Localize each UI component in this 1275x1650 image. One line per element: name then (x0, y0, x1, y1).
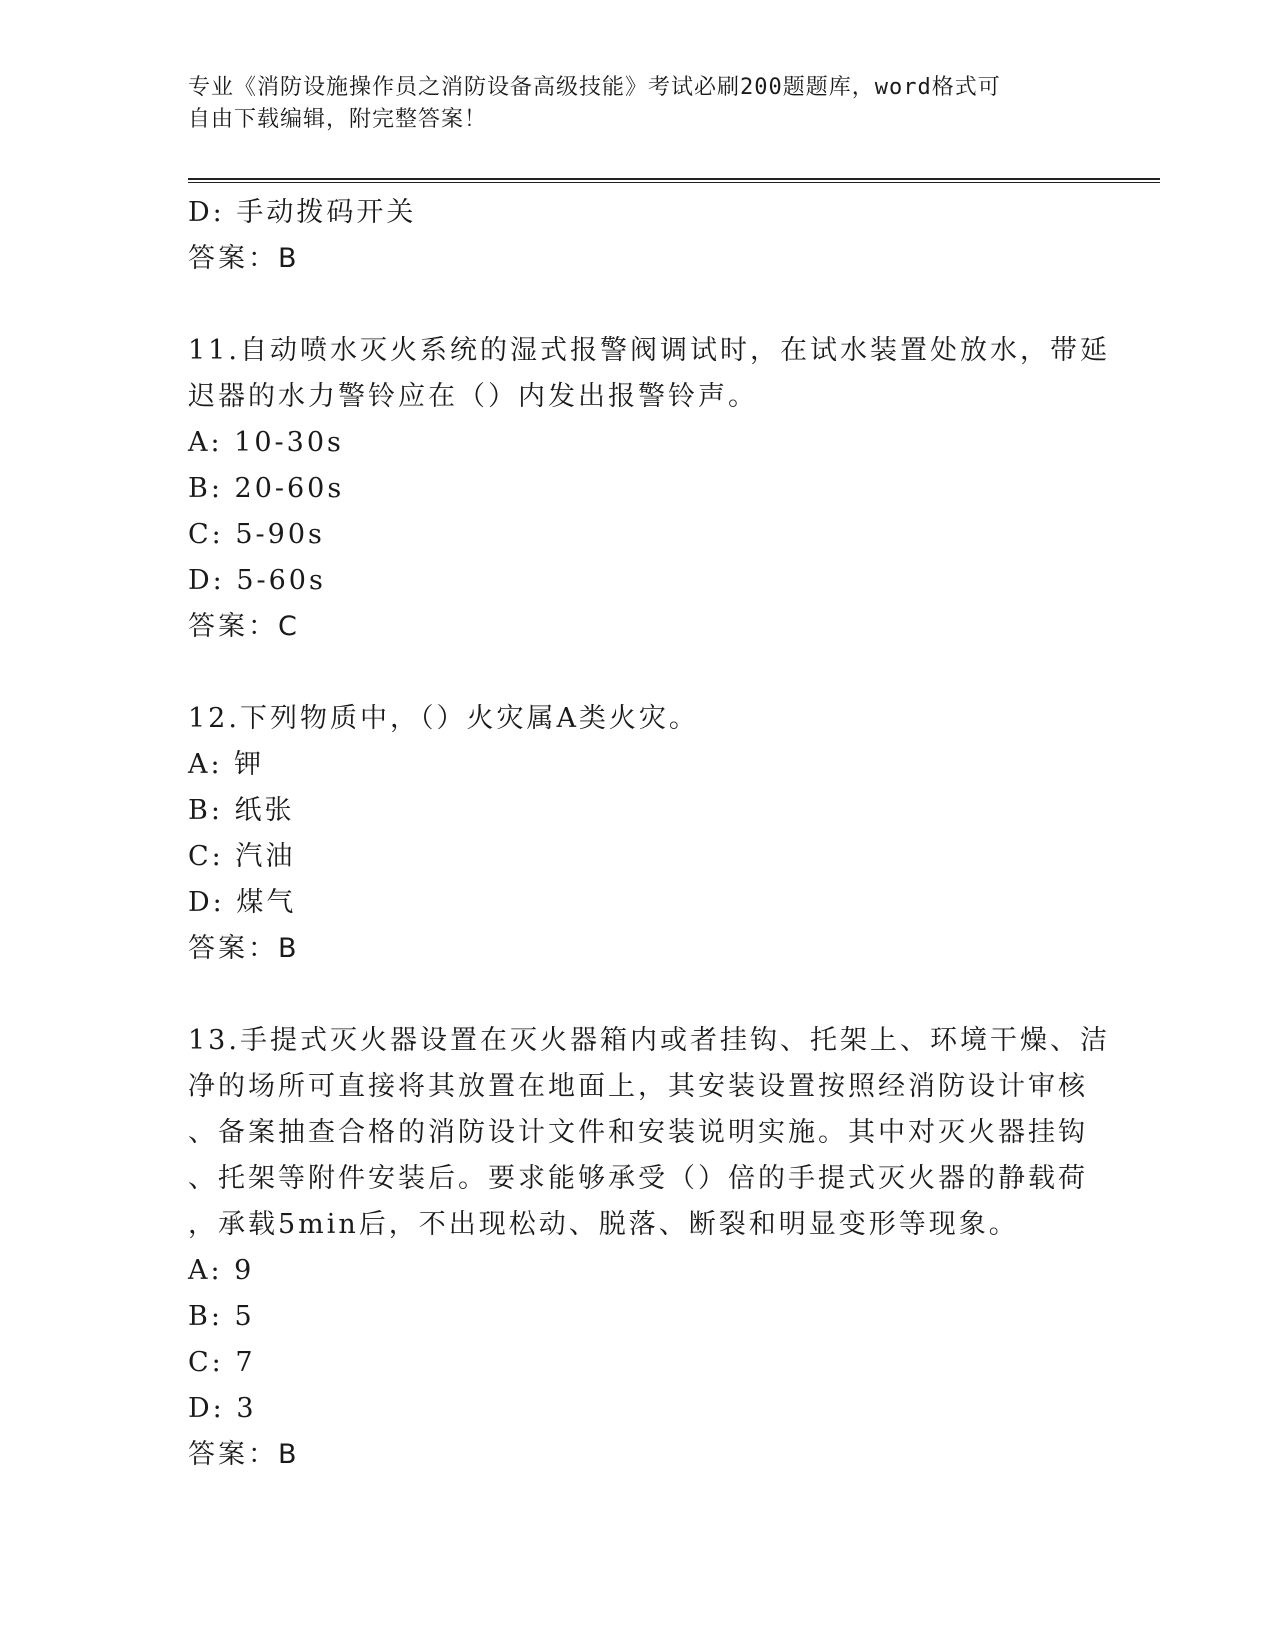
option-b: B: 20-60s (188, 473, 345, 504)
question-text: 12.下列物质中，（）火灾属A类火灾。 (188, 703, 699, 734)
answer: 答案：B (188, 1439, 300, 1470)
option-d: D: 5-60s (188, 565, 326, 596)
option-c: C: 7 (188, 1347, 256, 1378)
header-line: 专业《消防设施操作员之消防设备高级技能》考试必刷200题题库，word格式可 (188, 75, 1001, 100)
question-text: 、备案抽查合格的消防设计文件和安装说明实施。其中对灭火器挂钩 (188, 1117, 1088, 1148)
option-b: B: 5 (188, 1301, 255, 1332)
answer: 答案：B (188, 243, 300, 274)
option-a: A: 钾 (188, 749, 265, 780)
option-c: C: 5-90s (188, 519, 325, 550)
question-text: 迟器的水力警铃应在（）内发出报警铃声。 (188, 381, 758, 412)
question-text: ，承载5min后，不出现松动、脱落、断裂和明显变形等现象。 (188, 1209, 1019, 1240)
answer: 答案：B (188, 933, 300, 964)
question-text: 、托架等附件安装后。要求能够承受（）倍的手提式灭火器的静载荷 (188, 1163, 1088, 1194)
header-divider (188, 178, 1160, 183)
page-header (188, 72, 1088, 136)
option-c: C: 汽油 (188, 841, 296, 872)
option-a: A: 9 (188, 1255, 255, 1286)
question-13 (188, 1018, 1110, 1478)
question-list (188, 190, 1110, 1478)
question-10-tail (188, 190, 1088, 282)
option-a: A: 10-30s (188, 427, 344, 458)
answer: 答案：C (188, 611, 300, 642)
question-11 (188, 328, 1110, 650)
question-text: 11.自动喷水灭火系统的湿式报警阀调试时，在试水装置处放水，带延 (188, 335, 1110, 366)
question-12 (188, 696, 1088, 972)
question-text: 13.手提式灭火器设置在灭火器箱内或者挂钩、托架上、环境干燥、洁 (188, 1025, 1110, 1056)
header-line: 自由下载编辑，附完整答案！ (188, 107, 488, 132)
option-d: D: 3 (188, 1393, 257, 1424)
option-d: D: 煤气 (188, 887, 297, 918)
option-d: D: 手动拨码开关 (188, 197, 417, 228)
option-b: B: 纸张 (188, 795, 295, 826)
question-text: 净的场所可直接将其放置在地面上，其安装设置按照经消防设计审核 (188, 1071, 1088, 1102)
